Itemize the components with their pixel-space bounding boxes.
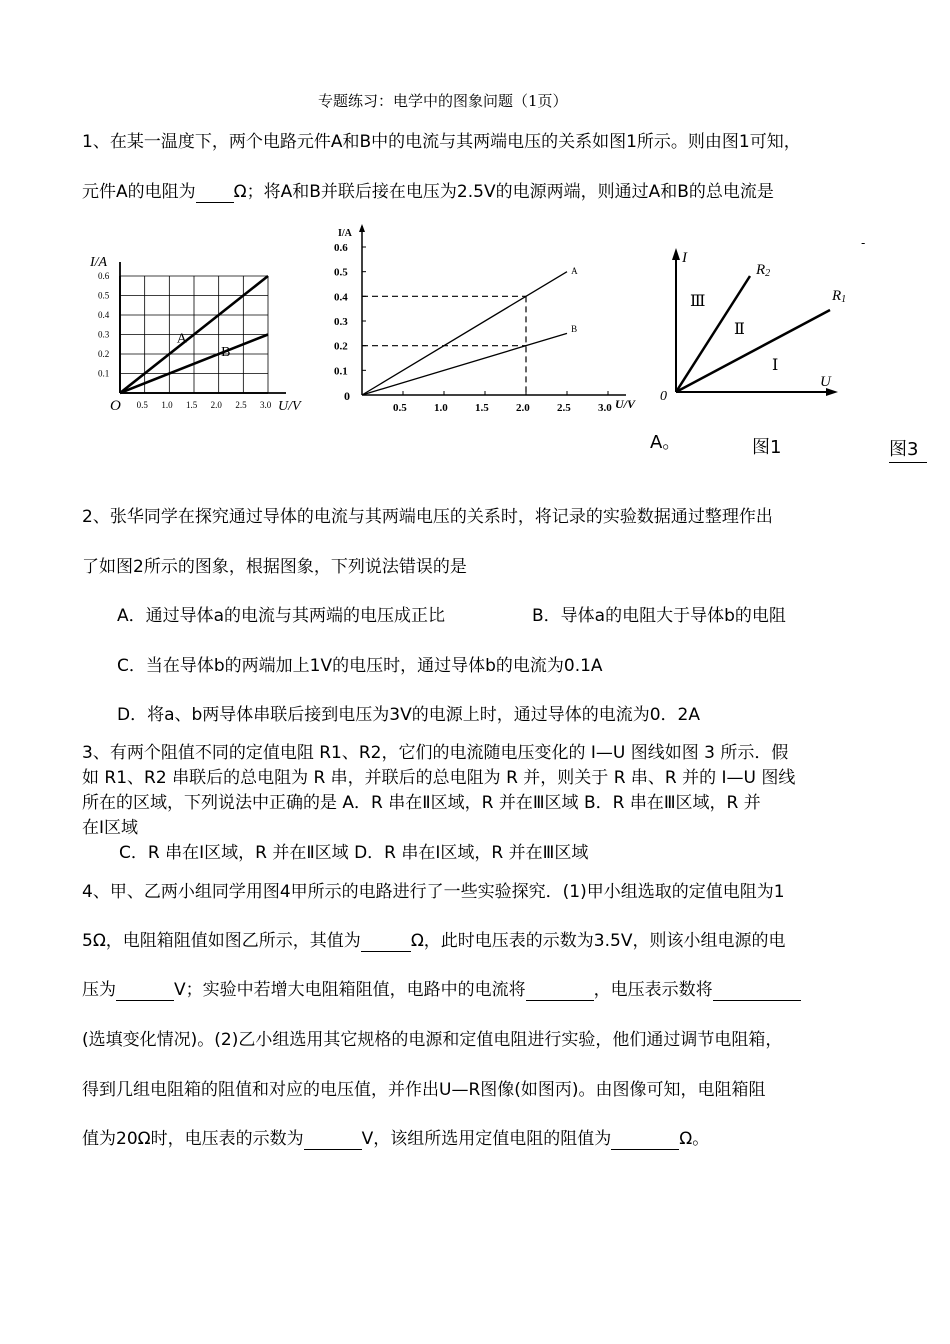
q4-blank-box-value[interactable] (361, 931, 411, 952)
chart1-y-tick-label: 0.3 (98, 329, 110, 340)
q3-line4: 在Ⅰ区域 (82, 818, 139, 838)
q2-option-a[interactable]: A．通过导体a的电流与其两端的电压成正比 (117, 606, 446, 626)
q4-blank-voltage-at-20[interactable] (304, 1129, 362, 1150)
chart2-x-tick-label: 1.0 (434, 402, 448, 414)
chart3-label-r1: R1 (832, 288, 847, 305)
q4-line1: 4、甲、乙两小组同学用图4甲所示的电路进行了一些实验探究．(1)甲小组选取的定值电阻为1 (82, 882, 785, 902)
chart2-line-b-label: B (571, 324, 578, 335)
figure-3-chart (652, 240, 872, 410)
q4-line4: (选填变化情况)。(2)乙小组选用其它规格的电源和定值电阻进行实验，他们通过调节电阻箱， (82, 1030, 783, 1050)
q4-line2-a: 5Ω，电阻箱阻值如图乙所示，其值为 (82, 931, 361, 951)
chart2-x-tick-label: 0.5 (393, 402, 407, 414)
q1-tail: A。 (650, 432, 681, 453)
chart2-x-tick-label: 3.0 (598, 402, 612, 414)
q4-line6-b: V，该组所选用定值电阻的阻值为 (361, 1129, 612, 1149)
q4-blank-source-voltage[interactable] (116, 980, 174, 1001)
mark-dash: - (861, 236, 866, 250)
chart3-y-arrow (672, 248, 680, 260)
chart1-y-tick-label: 0.6 (98, 271, 110, 281)
chart2-x-tick-label: 2.0 (516, 402, 530, 414)
chart2-x-tick-label: 1.5 (475, 402, 489, 414)
chart2-y-tick-label: 0.3 (334, 316, 348, 328)
page-title: 专题练习：电学中的图象问题（1页） (318, 92, 568, 110)
chart3-region-1: Ⅰ (772, 357, 779, 374)
q2-line1: 2、张华同学在探究通过导体的电流与其两端电压的关系时，将记录的实验数据通过整理作出 (82, 507, 773, 527)
q3-line2: 如 R1、R2 串联后的总电阻为 R 串，并联后的总电阻为 R 并，则关于 R 串、R 并的 I—U 图线 (82, 768, 796, 788)
figure-2-chart (332, 222, 642, 418)
figure-3-label: 图3 (889, 439, 919, 460)
chart2-x-tick-label: 2.5 (557, 402, 571, 414)
q4-line6-c: Ω。 (679, 1129, 710, 1149)
chart2-y-arrow (359, 224, 365, 232)
chart1-y-tick-label: 0.1 (98, 368, 110, 379)
chart1-y-label: I/A (90, 255, 108, 270)
q4-line2-b: Ω，此时电压表的示数为3.5V，则该小组电源的电 (410, 931, 786, 951)
chart2-series-line-b (362, 333, 567, 395)
chart1-x-label: U/V (278, 399, 301, 414)
q1-line2-b: Ω；将A和B并联后接在电压为2.5V的电源两端，则通过A和B的总电流是 (233, 182, 774, 202)
chart2-y-tick-label: 0.5 (334, 266, 348, 279)
chart1-origin: O (110, 398, 121, 414)
q1-line2-a: 元件A的电阻为 (82, 182, 196, 202)
chart1-line-a-label: A (176, 331, 187, 347)
chart3-region-3: Ⅲ (690, 293, 706, 310)
chart1-grid (120, 262, 286, 393)
q4-line3-a: 压为 (82, 980, 116, 1000)
chart1-x-tick-label: 1.0 (161, 400, 173, 410)
q1-line1: 1、在某一温度下，两个电路元件A和B中的电流与其两端电压的关系如图1所示。则由图1可知， (82, 132, 801, 152)
q4-line3-c: ，电压表示数将 (593, 980, 713, 1000)
q2-option-c[interactable]: C．当在导体b的两端加上1V的电压时，通过导体b的电流为0.1A (117, 656, 603, 676)
chart2-y-label: I/A (338, 228, 352, 239)
chart2-y-tick-label: 0.1 (334, 365, 348, 378)
chart3-line-r1 (676, 310, 830, 392)
q4-blank-current-change[interactable] (526, 980, 594, 1001)
chart1-y-tick-label: 0.5 (98, 290, 110, 301)
q4-line3-b: V；实验中若增大电阻箱阻值，电路中的电流将 (174, 980, 526, 1000)
figure-1-chart (86, 246, 316, 418)
q4-line5: 得到几组电阻箱的阻值和对应的电压值，并作出U—R图像(如图丙)。由图像可知，电阻箱阻 (82, 1080, 766, 1100)
chart1-y-tick-label: 0.2 (98, 349, 110, 359)
q4-line2 (82, 926, 785, 952)
chart1-x-tick-label: 2.5 (235, 400, 247, 410)
chart1-x-tick-label: 2.0 (210, 400, 222, 410)
figure-3-underline (889, 462, 927, 463)
chart3-y-label: I (682, 250, 687, 266)
chart2-x-label: U/V (615, 397, 636, 411)
q2-option-d[interactable]: D．将a、b两导体串联后接到电压为3V的电源上时，通过导体的电流为0．2A (117, 705, 701, 725)
chart2-series-line-a (362, 272, 567, 395)
chart3-region-2: Ⅱ (734, 321, 745, 338)
chart1-y-tick-label: 0.4 (98, 310, 110, 320)
chart2-y-tick-label: 0.4 (334, 291, 348, 304)
chart3-origin: 0 (660, 389, 667, 404)
chart2-line-a-label: A (571, 266, 578, 277)
q3-line3: 所在的区域，下列说法中正确的是 A．R 串在Ⅱ区域，R 并在Ⅲ区域 B．R 串在Ⅲ区域，R 并 (82, 793, 761, 813)
q1-blank-resistance[interactable] (196, 182, 234, 203)
q4-blank-fixed-resistor[interactable] (611, 1129, 679, 1150)
q4-blank-voltmeter-change[interactable] (713, 980, 801, 1001)
q2-option-b[interactable]: B．导体a的电阻大于导体b的电阻 (532, 606, 786, 626)
q1-line2 (82, 177, 774, 203)
q3-line5: C．R 串在Ⅰ区域，R 并在Ⅱ区域 D．R 串在Ⅰ区域，R 并在Ⅲ区域 (119, 843, 589, 863)
chart3-label-r2: R2 (756, 262, 771, 279)
chart1-x-tick-label: 3.0 (260, 400, 272, 410)
chart2-y-tick-label: 0.2 (334, 340, 348, 353)
q4-line3 (82, 975, 801, 1001)
chart1-x-tick-label: 1.5 (186, 400, 198, 410)
chart2-y-tick-label: 0.6 (334, 242, 348, 254)
q2-line2: 了如图2所示的图象，根据图象，下列说法错误的是 (82, 557, 467, 577)
chart1-x-tick-label: 0.5 (136, 400, 148, 410)
q3-line1: 3、有两个阻值不同的定值电阻 R1、R2，它们的电流随电压变化的 I—U 图线如图 3 所示．假 (82, 743, 789, 763)
figure-1-label: 图1 (752, 437, 782, 458)
q4-line6 (82, 1124, 709, 1150)
q4-line6-a: 值为20Ω时，电压表的示数为 (82, 1129, 304, 1149)
chart1-line-b-label: B (221, 344, 231, 360)
chart3-x-label: U (820, 374, 831, 390)
chart2-origin: 0 (344, 389, 350, 403)
